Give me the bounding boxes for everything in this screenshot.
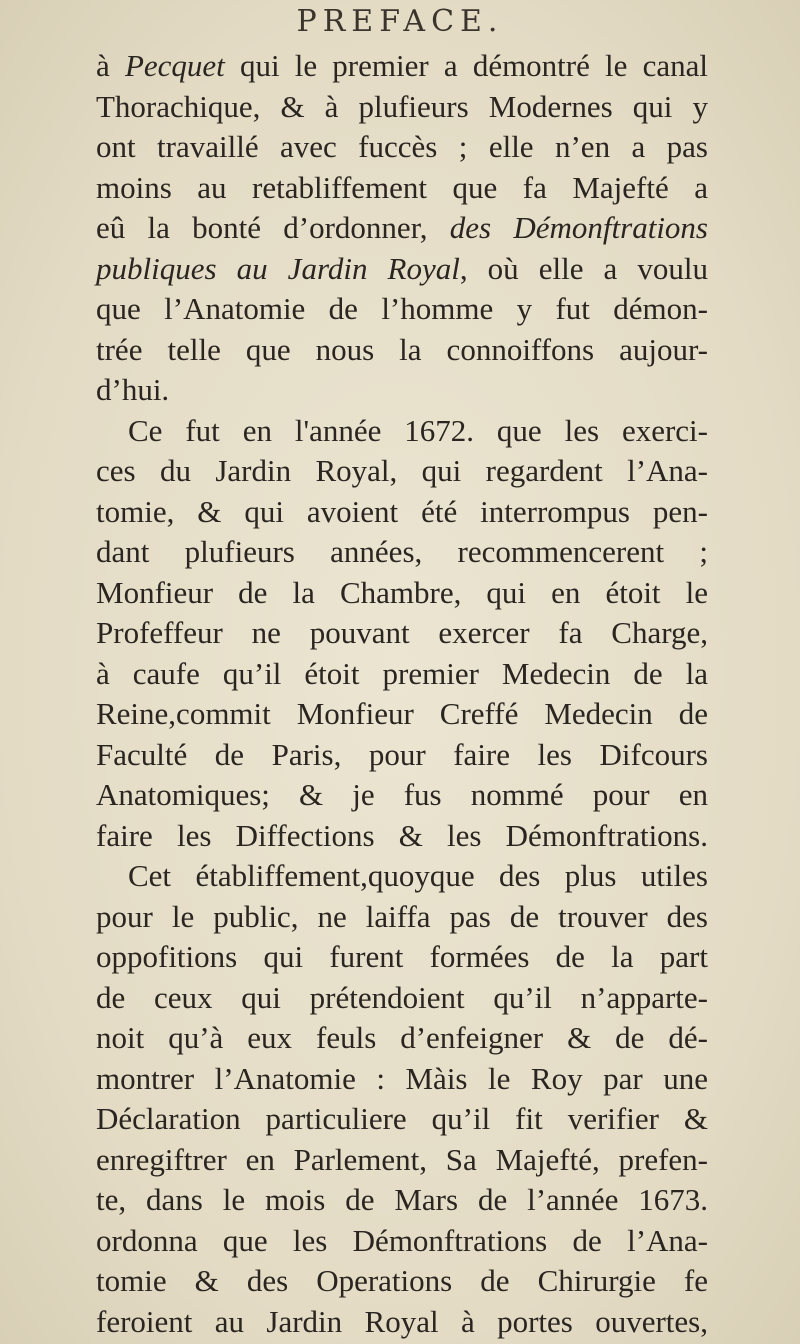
text-line: [96, 208, 708, 248]
text-line: [96, 1221, 708, 1261]
text-segment: Profeffeur ne pouvant exercer fa Charge,: [96, 615, 708, 650]
text-line: [96, 573, 708, 613]
text-line: [96, 978, 708, 1018]
text-segment: te, dans le mois de Mars de l’année 1673.: [96, 1182, 708, 1217]
text-line: [96, 330, 708, 370]
text-segment: feroient au Jardin Royal à portes ouvertes,: [96, 1303, 708, 1339]
text-segment: oppofitions qui furent formées de la part: [96, 939, 708, 974]
text-line: [96, 816, 708, 856]
text-segment: ces du Jardin Royal, qui regardent l’Ana-: [96, 453, 708, 488]
text-segment: pour le public, ne laiffa pas de trouver des: [96, 898, 708, 934]
text-segment: Cet établiffement,quoyque des plus utiles: [128, 858, 708, 893]
text-line: [96, 735, 708, 775]
text-segment: à: [96, 48, 125, 83]
text-line: [96, 775, 708, 815]
text-line: [96, 1099, 708, 1139]
italic-text: des Démonftrations: [449, 210, 708, 245]
text-segment: trée telle que nous la connoiffons aujour-: [96, 331, 708, 367]
text-line: [96, 289, 708, 329]
text-segment: dant plufieurs années, recommencerent ;: [96, 534, 708, 569]
text-segment: , où elle a voulu: [459, 250, 708, 286]
text-segment: Faculté de Paris, pour faire les Difcours: [96, 736, 708, 772]
text-segment: moins au retabliffement que fa Majefté a: [96, 169, 708, 205]
text-segment: faire les Diffections & les Démonftrations.: [96, 817, 708, 853]
text-segment: à caufe qu’il étoit premier Medecin de la: [96, 655, 708, 691]
text-segment: Thorachique, & à plufieurs Modernes qui y: [96, 88, 708, 124]
page-header: PREFACE.: [296, 4, 504, 39]
text-segment: Reine,commit Monfieur Creffé Medecin de: [96, 696, 708, 731]
text-segment: Anatomiques; & je fus nommé pour en: [96, 777, 708, 812]
text-segment: ordonna que les Démonftrations de l’Ana-: [96, 1222, 708, 1258]
text-line: [96, 127, 708, 167]
text-segment: tomie, & qui avoient été interrompus pen-: [96, 493, 708, 529]
italic-text: Pecquet: [124, 48, 225, 83]
italic-text: publiques au Jardin Royal: [96, 250, 460, 286]
text-line: [96, 897, 708, 937]
text-segment: tomie & des Operations de Chirurgie fe: [96, 1263, 708, 1298]
text-line: [96, 654, 708, 694]
text-line: [96, 694, 708, 734]
text-line: [96, 451, 708, 491]
text-line: [96, 370, 708, 410]
text-segment: ont travaillé avec fuccès ; elle n’en a pas: [96, 129, 708, 164]
text-segment: montrer l’Anatomie : Màis le Roy par une: [96, 1060, 708, 1096]
text-segment: Déclaration particuliere qu’il fit verifier &: [96, 1101, 708, 1136]
text-line: [96, 1302, 708, 1342]
text-line: [128, 856, 708, 896]
text-line: [96, 1059, 708, 1099]
text-line: [96, 613, 708, 653]
text-segment: d’hui.: [96, 372, 170, 407]
text-segment: qui le premier a démontré le canal: [224, 48, 709, 83]
text-segment: que l’Anatomie de l’homme y fut démon-: [96, 291, 708, 326]
text-segment: eû la bonté d’ordonner,: [96, 210, 450, 245]
text-line: [96, 937, 708, 977]
text-segment: Monfieur de la Chambre, qui en étoit le: [96, 574, 708, 610]
text-line: [96, 1018, 708, 1058]
text-line: [96, 249, 708, 289]
text-line: [96, 87, 708, 127]
text-line: [96, 492, 708, 532]
text-segment: Ce fut en l'année 1672. que les exerci-: [128, 412, 708, 448]
text-line: [96, 1261, 708, 1301]
text-segment: de ceux qui prétendoient qu’il n’apparte-: [96, 979, 708, 1015]
text-line: [96, 1140, 708, 1180]
text-line: [96, 1180, 708, 1220]
text-line: [96, 168, 708, 208]
text-line: [96, 532, 708, 572]
text-line: [128, 411, 708, 451]
text-line: [96, 46, 708, 86]
text-segment: enregiftrer en Parlement, Sa Majefté, prefen-: [96, 1141, 708, 1177]
text-segment: noit qu’à eux feuls d’enfeigner & de dé-: [96, 1020, 708, 1055]
